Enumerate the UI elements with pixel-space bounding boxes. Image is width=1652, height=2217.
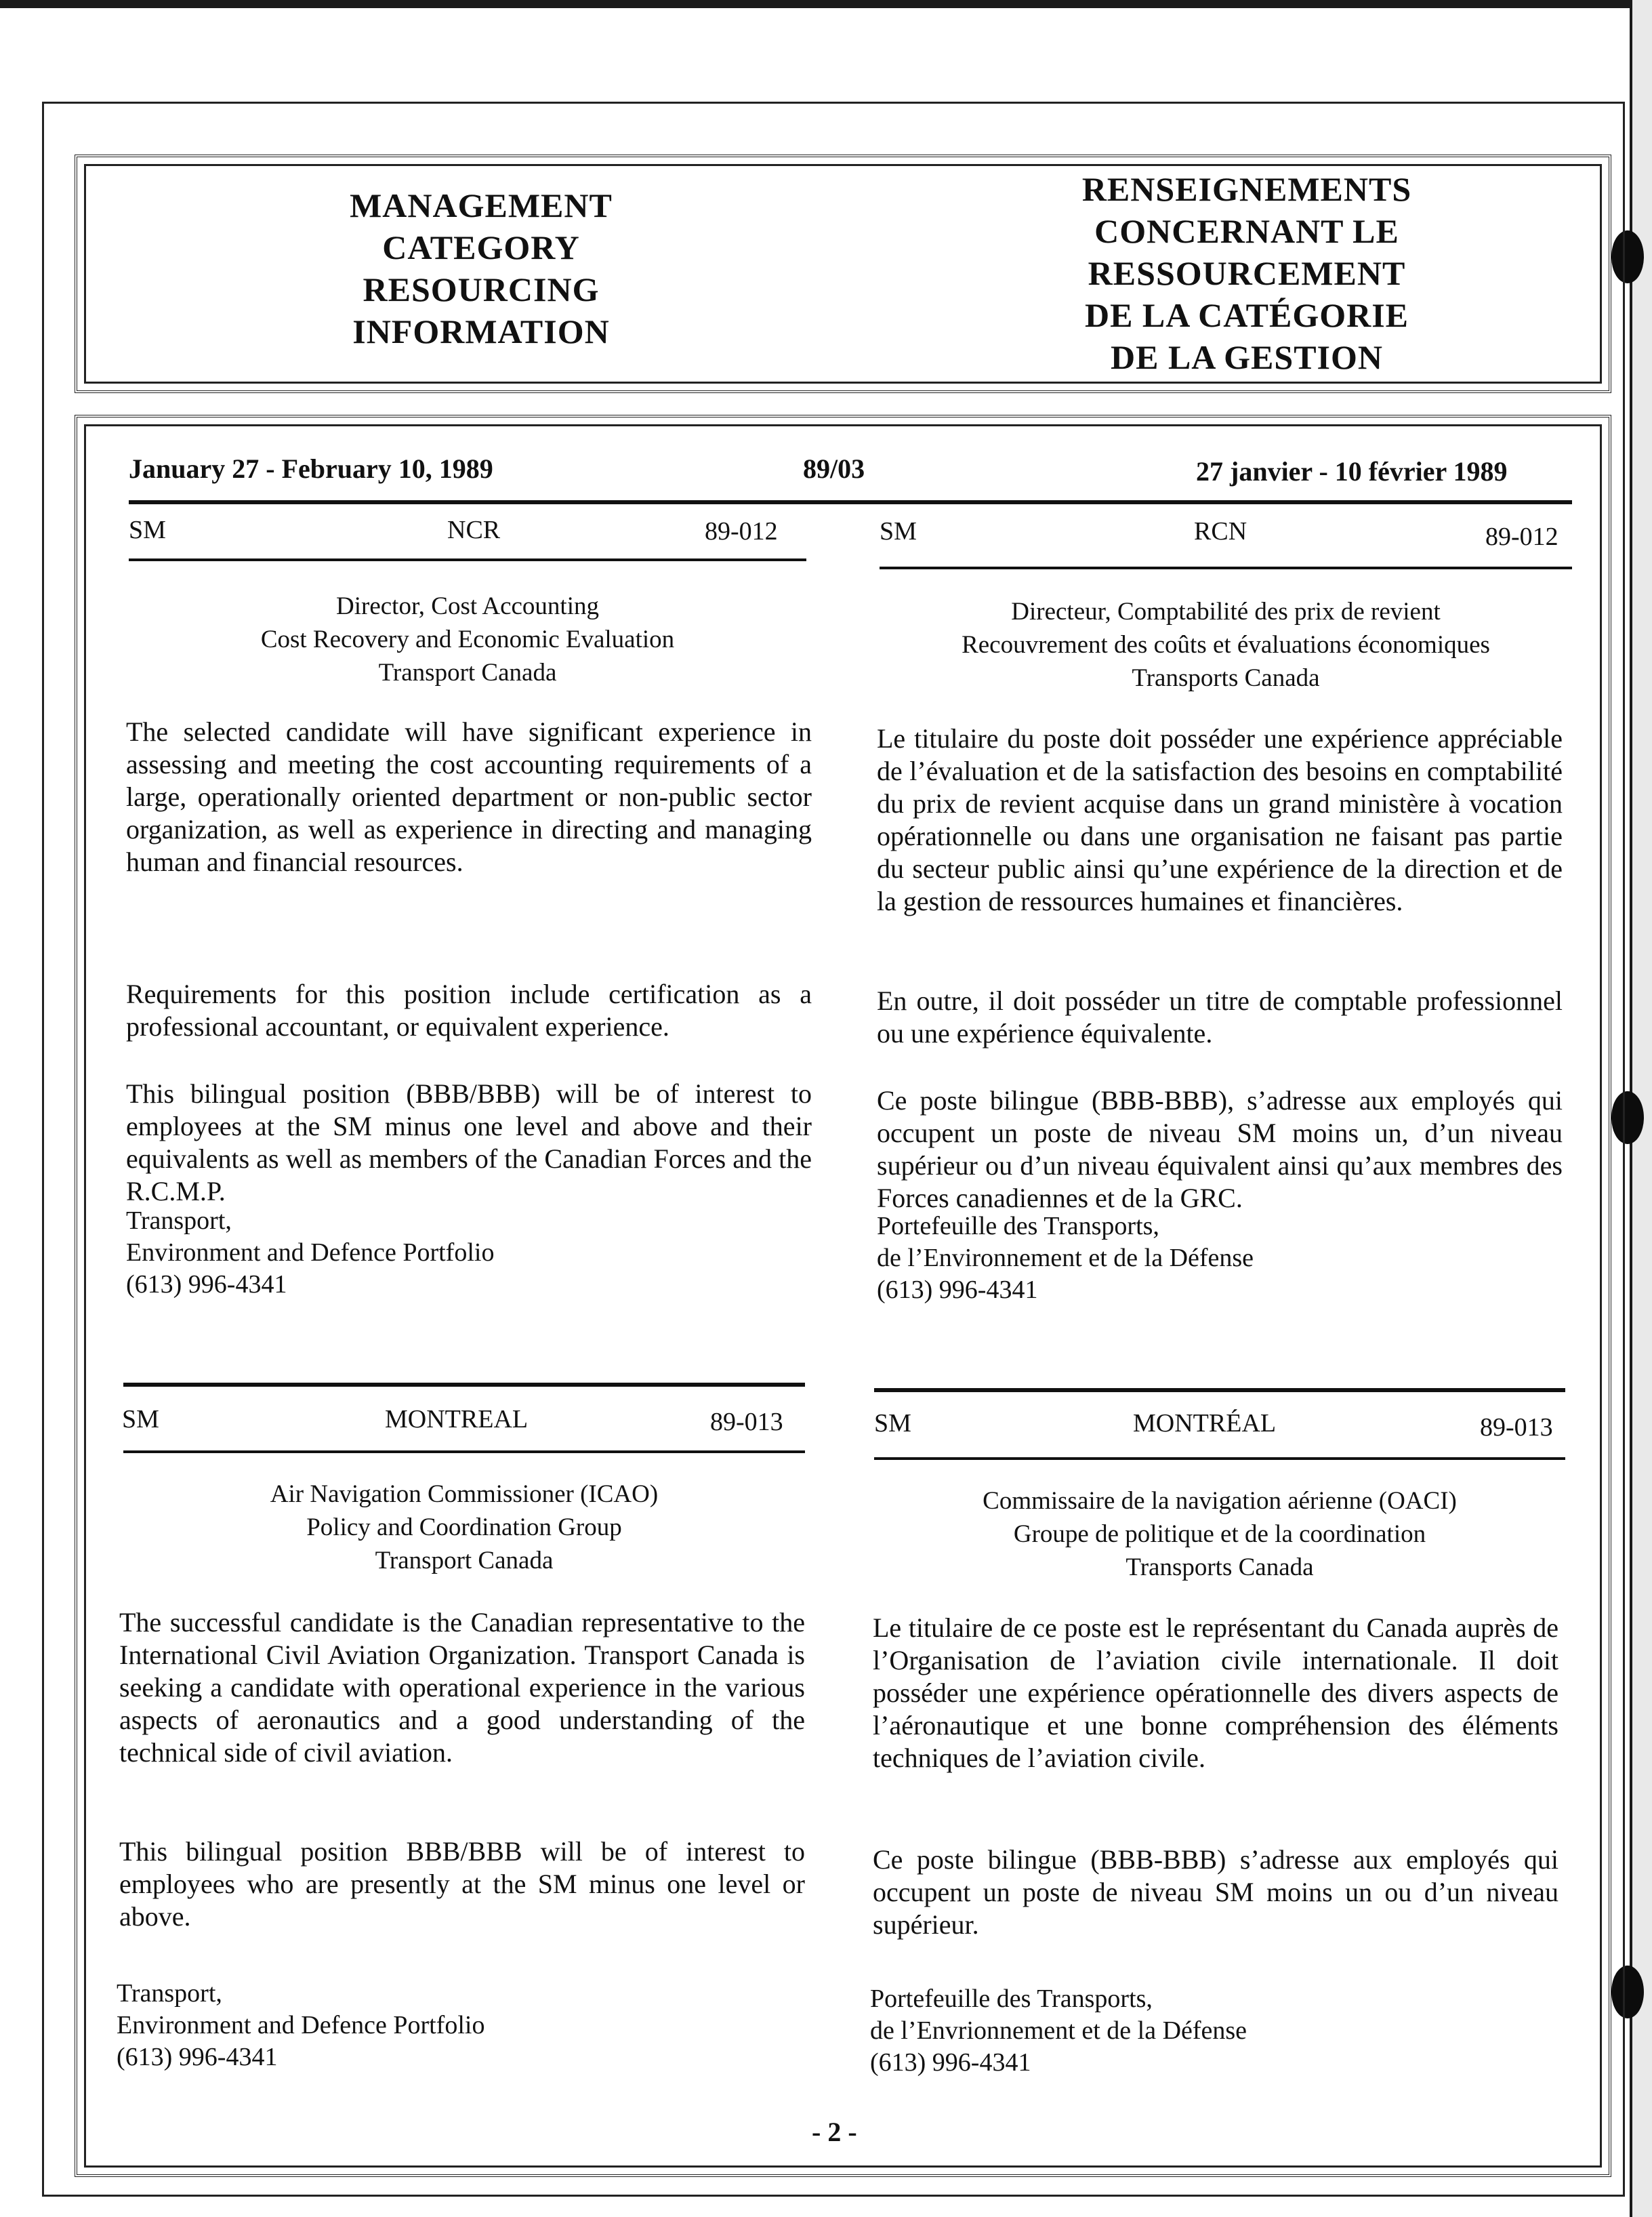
posting-1-en-contact: Transport, Environment and Defence Portfolio (613) 996-4341	[126, 1206, 495, 1299]
posting-1-fr-paragraph: En outre, il doit posséder un titre de comptable professionnel ou une expérience équivalente.	[877, 985, 1563, 1049]
posting-2-en-top-rule	[123, 1383, 805, 1387]
posting-1-fr-title: Directeur, Comptabilité des prix de revient Recouvrement des coûts et évaluations économiques Transports Canada	[962, 598, 1490, 692]
posting-1-en-ref: 89-012	[705, 517, 778, 546]
posting-2-fr-title: Commissaire de la navigation aérienne (OACI) Groupe de politique et de la coordination Transports Canada	[983, 1487, 1457, 1581]
posting-1-fr-paragraph: Le titulaire du poste doit posséder une expérience appréciable de l’évaluation et de la satisfaction des besoins en comptabilité du prix de revient acquise dans un grand ministère à vocation opérationnelle ou dans une organisation ne faisant pas partie du secteur public ainsi qu’une expérience de la direction et de la gestion de ressources humaines et financières.	[877, 723, 1563, 916]
posting-2-en-ref: 89-013	[710, 1408, 783, 1436]
header-title-fr: RENSEIGNEMENTS CONCERNANT LE RESSOURCEMENT DE LA CATÉGORIE DE LA GESTION	[1081, 170, 1412, 376]
posting-1-en-rule	[129, 558, 806, 561]
posting-1-en-group: SM	[129, 516, 166, 544]
posting-1-fr-rule	[880, 567, 1572, 569]
posting-1-fr-ref: 89-012	[1485, 523, 1558, 551]
posting-2-en-paragraph: This bilingual position BBB/BBB will be of interest to employees who are presently at the SM minus one level or above.	[119, 1836, 805, 1932]
issue-number: 89/03	[803, 453, 865, 484]
posting-2-en-title: Air Navigation Commissioner (ICAO) Policy and Coordination Group Transport Canada	[270, 1480, 659, 1574]
posting-2-fr-paragraph: Le titulaire de ce poste est le représentant du Canada auprès de l’Organisation de l’aviation civile internationale. Il doit posséder une expérience opérationnelle des divers aspects de l’aéronautique et une bonne compréhension des éléments techniques de l’aviation civile.	[873, 1612, 1558, 1773]
date-rule	[129, 500, 1572, 504]
posting-2-en-paragraph: The successful candidate is the Canadian representative to the International Civil Aviation Organization. Transport Canada is seeking a candidate with operational experience in the various aspects of aeronautics and a good understanding of the technical side of civil aviation.	[119, 1607, 805, 1768]
posting-2-fr-rule	[874, 1457, 1565, 1460]
posting-1-en-paragraph: This bilingual position (BBB/BBB) will be of interest to employees at the SM minus one level and above and their equivalents as well as members of the Canadian Forces and the R.C.M.P.	[126, 1078, 812, 1206]
posting-2-fr-contact: Portefeuille des Transports, de l’Envrionnement et de la Défense (613) 996-4341	[870, 1985, 1247, 2077]
posting-1-fr-location: RCN	[1194, 517, 1247, 546]
posting-1-fr-contact: Portefeuille des Transports, de l’Environnement et de la Défense (613) 996-4341	[877, 1212, 1254, 1304]
page-top-edge	[0, 0, 1652, 8]
posting-2-en-group: SM	[122, 1405, 159, 1433]
page-number: - 2 -	[812, 2117, 857, 2147]
posting-2-fr-ref: 89-013	[1480, 1413, 1553, 1442]
posting-1-en-title: Director, Cost Accounting Cost Recovery and Economic Evaluation Transport Canada	[260, 592, 675, 687]
posting-2-fr-location: MONTRÉAL	[1133, 1409, 1277, 1438]
posting-2-fr-top-rule	[874, 1388, 1565, 1392]
posting-2-fr-group: SM	[874, 1409, 911, 1438]
issue-date-en: January 27 - February 10, 1989	[129, 453, 493, 484]
posting-2-en-rule	[123, 1450, 805, 1453]
posting-1-fr-paragraph: Ce poste bilingue (BBB-BBB), s’adresse aux employés qui occupent un poste de niveau SM moins un, d’un niveau supérieur ou d’un niveau équivalent ainsi qu’aux membres des Forces canadiennes et de la GRC.	[877, 1085, 1563, 1213]
posting-1-en-paragraph: Requirements for this position include certification as a professional accountant, or equivalent experience.	[126, 979, 812, 1042]
posting-1-en-paragraph: The selected candidate will have significant experience in assessing and meeting the cost accounting requirements of a large, operationally oriented department or non-public sector organization, as well as experience in directing and managing human and financial resources.	[126, 716, 812, 877]
posting-1-en-location: NCR	[447, 516, 501, 544]
posting-2-fr-paragraph: Ce poste bilingue (BBB-BBB) s’adresse aux employés qui occupent un poste de niveau SM moins un ou d’un niveau supérieur.	[873, 1844, 1558, 1940]
issue-date-fr: 27 janvier - 10 février 1989	[1196, 456, 1508, 487]
posting-2-en-location: MONTREAL	[385, 1405, 529, 1433]
posting-2-en-contact: Transport, Environment and Defence Portfolio (613) 996-4341	[117, 1979, 485, 2071]
header-title-en: MANAGEMENT CATEGORY RESOURCING INFORMATION	[350, 186, 613, 350]
posting-1-fr-group: SM	[880, 517, 917, 546]
